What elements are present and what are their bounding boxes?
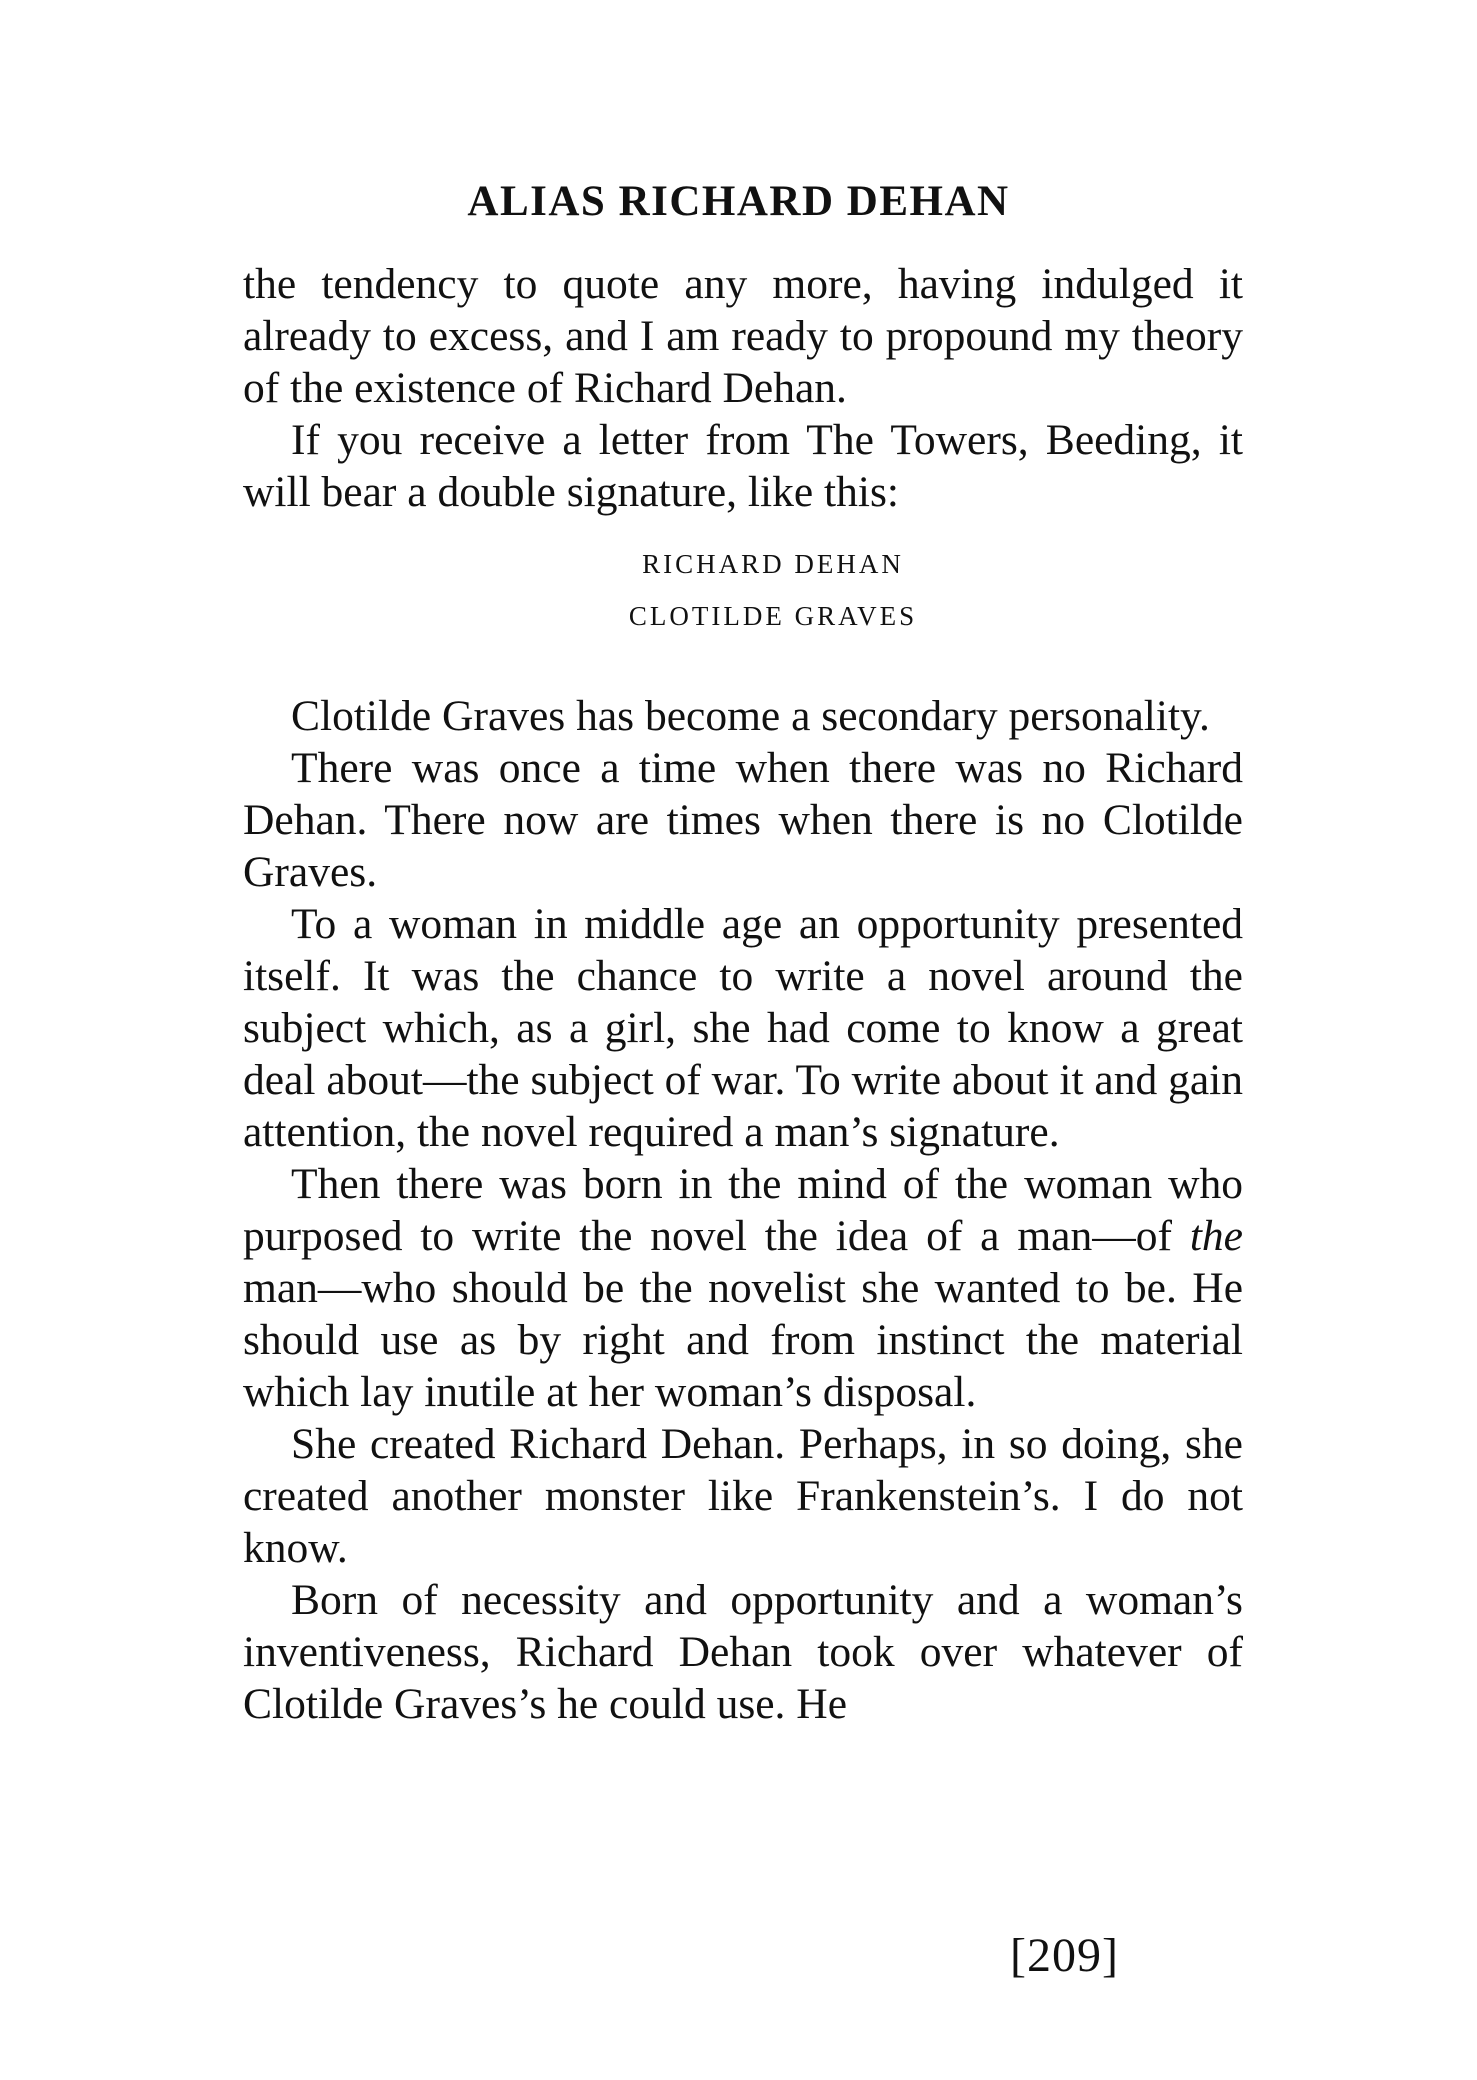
paragraph-8: Born of necessity and opportunity and a woman’s inventiveness, Richard Dehan took over whatever of Clotilde Graves’s he could use. He — [243, 1576, 1243, 1728]
double-signature — [243, 538, 1243, 642]
paragraph-3: Clotilde Graves has become a secondary personality. — [291, 692, 1210, 740]
signature-line-1: RICHARD DEHAN — [642, 549, 904, 579]
paragraph-6 — [243, 1158, 1243, 1418]
paragraph-6-italic: the — [1189, 1212, 1243, 1260]
paragraph-2: If you receive a letter from The Towers, Beeding, it will bear a double signature, like this: — [243, 416, 1243, 516]
signature-line-2: CLOTILDE GRAVES — [628, 601, 918, 631]
running-head: ALIAS RICHARD DEHAN — [467, 178, 1010, 225]
paragraph-5: To a woman in middle age an opportunity presented itself. It was the chance to write a novel around the subject which, as a girl, she had come to know a great deal about—the subject of war. To write about it and gain attention, the novel required a man’s signature. — [243, 900, 1244, 1156]
body-text — [243, 258, 1243, 1730]
paragraph-6-text-a: Then there was born in the mind of the woman who purposed to write the novel the idea of a man—of — [243, 1160, 1243, 1260]
paragraph-1: the tendency to quote any more, having indulged it already to excess, and I am ready to propound my theory of the existence of Richard Dehan. — [243, 260, 1243, 412]
paragraph-4: There was once a time when there was no Richard Dehan. There now are times when there is no Clotilde Graves. — [243, 744, 1243, 896]
paragraph-7: She created Richard Dehan. Perhaps, in so doing, she created another monster like Frankenstein’s. I do not know. — [243, 1420, 1243, 1572]
page-number: [209] — [1010, 1929, 1119, 1982]
paragraph-6-text-b: man—who should be the novelist she wanted to be. He should use as by right and from instinct the material which lay inutile at her woman’s disposal. — [243, 1264, 1243, 1416]
